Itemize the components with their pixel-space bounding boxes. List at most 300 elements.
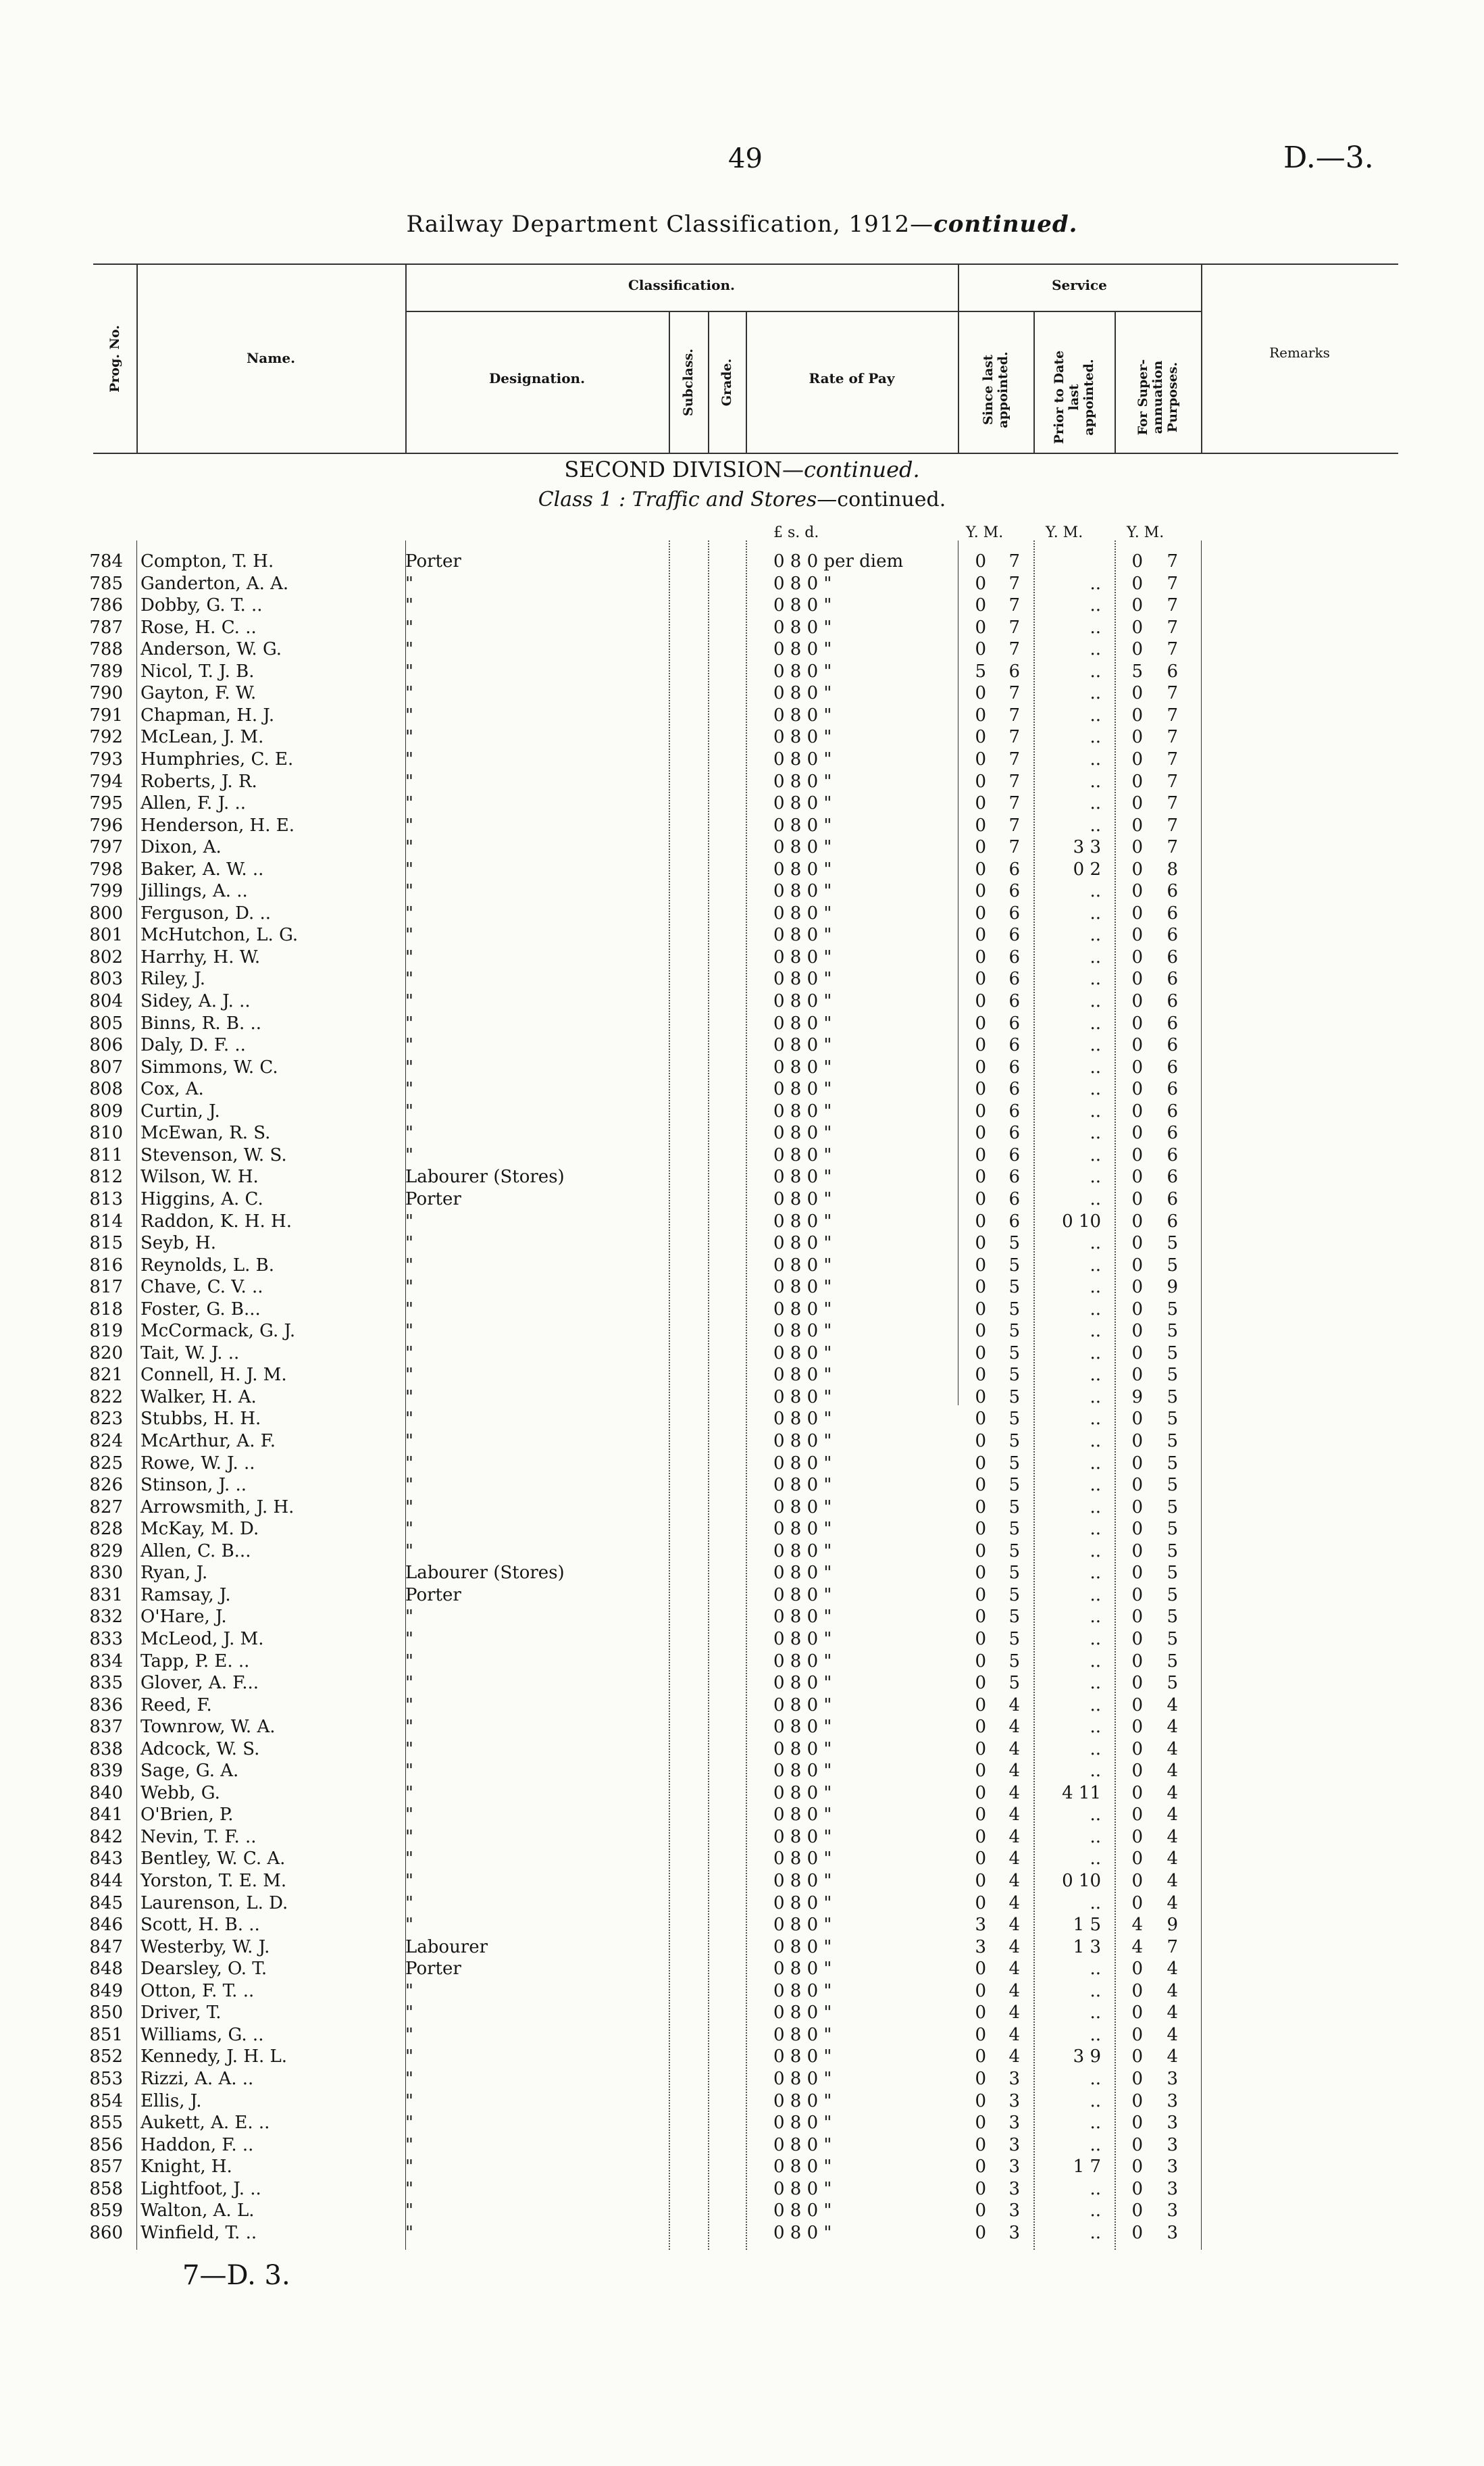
super-years: 0: [1131, 1628, 1143, 1649]
employee-name: Simmons, W. C.: [140, 1057, 278, 1078]
table-row: [0, 990, 1484, 1012]
super-years: 0: [1131, 1892, 1143, 1913]
table-row: [0, 1694, 1484, 1716]
employee-name: McHutchon, L. G.: [140, 925, 299, 946]
employee-name: Anderson, W. G.: [140, 639, 282, 660]
rate-of-pay: 0 8 0 ": [773, 2024, 832, 2045]
since-months: 5: [1008, 1321, 1020, 1342]
prior-service: ..: [1090, 1057, 1101, 1078]
since-years: 0: [975, 1848, 986, 1869]
since-years: 0: [975, 2200, 986, 2221]
since-months: 6: [1008, 991, 1020, 1011]
super-years: 0: [1131, 1431, 1143, 1451]
since-months: 5: [1008, 1299, 1020, 1319]
prog-no: 814: [89, 1211, 123, 1232]
super-months: 5: [1167, 1453, 1178, 1474]
since-months: 6: [1008, 859, 1020, 880]
rate-of-pay: 0 8 0 ": [773, 661, 832, 682]
employee-name: Cox, A.: [140, 1079, 204, 1100]
page-title: [0, 211, 1484, 238]
employee-name: Henderson, H. E.: [140, 815, 295, 836]
super-years: 0: [1131, 1299, 1143, 1319]
employee-name: Roberts, J. R.: [140, 771, 257, 792]
designation: ": [405, 1035, 413, 1056]
since-months: 4: [1008, 1761, 1020, 1782]
prog-no: 845: [89, 1892, 123, 1913]
super-months: 5: [1167, 1342, 1178, 1363]
header-grade: Grade.: [719, 358, 734, 407]
since-years: 0: [975, 749, 986, 770]
rate-of-pay: 0 8 0 ": [773, 2134, 832, 2155]
super-years: 0: [1131, 2046, 1143, 2067]
super-months: 5: [1167, 1431, 1178, 1451]
prior-service: ..: [1090, 2113, 1101, 2134]
rate-of-pay: 0 8 0 ": [773, 1563, 832, 1584]
super-months: 7: [1167, 705, 1178, 726]
prior-service: ..: [1090, 1826, 1101, 1847]
prog-no: 823: [89, 1409, 123, 1430]
rate-of-pay: 0 8 0 ": [773, 1365, 832, 1386]
header-top-rule: [93, 263, 1398, 265]
super-months: 7: [1167, 771, 1178, 792]
since-months: 7: [1008, 551, 1020, 572]
super-years: 0: [1131, 1761, 1143, 1782]
since-months: 7: [1008, 683, 1020, 704]
since-months: 7: [1008, 573, 1020, 594]
super-years: 0: [1131, 947, 1143, 967]
table-row: [0, 1848, 1484, 1869]
page-footer: 7—D. 3.: [182, 2260, 290, 2291]
table-row: [0, 705, 1484, 726]
since-years: 0: [975, 1540, 986, 1561]
prior-service: ..: [1090, 683, 1101, 704]
super-years: 0: [1131, 749, 1143, 770]
since-months: 3: [1008, 2090, 1020, 2111]
super-years: 0: [1131, 1035, 1143, 1056]
employee-name: Lightfoot, J. ..: [140, 2178, 261, 2199]
super-years: 0: [1131, 1782, 1143, 1803]
super-years: 0: [1131, 1673, 1143, 1694]
since-years: 0: [975, 925, 986, 946]
since-years: 0: [975, 1717, 986, 1738]
prog-no: 854: [89, 2090, 123, 2111]
rate-of-pay: 0 8 0 ": [773, 639, 832, 660]
employee-name: Harrhy, H. W.: [140, 947, 261, 967]
prog-no: 857: [89, 2157, 123, 2178]
employee-name: Gayton, F. W.: [140, 683, 257, 704]
rate-of-pay: 0 8 0 ": [773, 1871, 832, 1891]
prior-service: 1 5: [1073, 1915, 1101, 1936]
since-months: 5: [1008, 1386, 1020, 1407]
super-months: 3: [1167, 2157, 1178, 2178]
table-row: [0, 573, 1484, 595]
table-row: [0, 638, 1484, 660]
prior-service: ..: [1090, 1123, 1101, 1144]
designation: ": [405, 881, 413, 902]
table-row: [0, 682, 1484, 704]
designation: ": [405, 947, 413, 967]
employee-name: McLean, J. M.: [140, 727, 264, 748]
prior-service: ..: [1090, 1848, 1101, 1869]
employee-name: Sage, G. A.: [140, 1761, 239, 1782]
super-months: 7: [1167, 573, 1178, 594]
prog-no: 794: [89, 771, 123, 792]
super-months: 6: [1167, 1057, 1178, 1078]
prog-no: 856: [89, 2134, 123, 2155]
since-months: 3: [1008, 2113, 1020, 2134]
super-years: 0: [1131, 1188, 1143, 1209]
super-years: 0: [1131, 2003, 1143, 2023]
super-years: 0: [1131, 551, 1143, 572]
table-row: [0, 903, 1484, 924]
prior-service: ..: [1090, 2003, 1101, 2023]
super-years: 0: [1131, 2134, 1143, 2155]
super-months: 3: [1167, 2090, 1178, 2111]
since-months: 6: [1008, 881, 1020, 902]
since-months: 7: [1008, 705, 1020, 726]
rate-of-pay: 0 8 0 ": [773, 1936, 832, 1957]
table-row: [0, 1936, 1484, 1958]
prior-service: ..: [1090, 1453, 1101, 1474]
table-row: [0, 1013, 1484, 1034]
designation: ": [405, 1277, 413, 1298]
since-years: 0: [975, 1453, 986, 1474]
prior-service: ..: [1090, 1188, 1101, 1209]
since-months: 5: [1008, 1563, 1020, 1584]
since-years: 0: [975, 903, 986, 924]
designation: ": [405, 1717, 413, 1738]
since-years: 0: [975, 1277, 986, 1298]
table-row: [0, 1232, 1484, 1254]
prior-service: ..: [1090, 991, 1101, 1011]
prog-no: 803: [89, 969, 123, 990]
since-months: 4: [1008, 1694, 1020, 1715]
since-months: 7: [1008, 793, 1020, 814]
prior-service: ..: [1090, 1496, 1101, 1517]
super-years: 0: [1131, 1277, 1143, 1298]
prog-no: 828: [89, 1519, 123, 1540]
since-months: 5: [1008, 1453, 1020, 1474]
prog-no: 802: [89, 947, 123, 967]
super-months: 7: [1167, 815, 1178, 836]
since-months: 4: [1008, 1717, 1020, 1738]
since-months: 4: [1008, 1782, 1020, 1803]
designation: ": [405, 969, 413, 990]
prog-no: 808: [89, 1079, 123, 1100]
designation: ": [405, 683, 413, 704]
table-row: [0, 924, 1484, 946]
super-months: 4: [1167, 1694, 1178, 1715]
employee-name: Raddon, K. H. H.: [140, 1211, 292, 1232]
prior-service: ..: [1090, 1563, 1101, 1584]
prog-no: 788: [89, 639, 123, 660]
since-years: 0: [975, 1694, 986, 1715]
employee-name: Compton, T. H.: [140, 551, 274, 572]
super-months: 7: [1167, 683, 1178, 704]
rate-of-pay: 0 8 0 per diem: [773, 551, 904, 572]
designation: ": [405, 2046, 413, 2067]
employee-name: Chave, C. V. ..: [140, 1277, 263, 1298]
prog-no: 830: [89, 1563, 123, 1584]
rate-of-pay: 0 8 0 ": [773, 1848, 832, 1869]
designation: ": [405, 1738, 413, 1759]
employee-name: McEwan, R. S.: [140, 1123, 271, 1144]
super-years: 0: [1131, 1540, 1143, 1561]
prior-service: ..: [1090, 617, 1101, 638]
since-years: 0: [975, 1233, 986, 1254]
since-years: 0: [975, 1035, 986, 1056]
since-months: 5: [1008, 1342, 1020, 1363]
since-years: 0: [975, 573, 986, 594]
prog-no: 810: [89, 1123, 123, 1144]
designation: ": [405, 661, 413, 682]
super-months: 4: [1167, 1848, 1178, 1869]
employee-name: Reed, F.: [140, 1694, 212, 1715]
since-months: 5: [1008, 1651, 1020, 1671]
table-row: [0, 2178, 1484, 2200]
since-months: 6: [1008, 1057, 1020, 1078]
designation: ": [405, 1144, 413, 1165]
table-row: [0, 1276, 1484, 1298]
super-years: 0: [1131, 1365, 1143, 1386]
employee-name: Walton, A. L.: [140, 2200, 255, 2221]
super-months: 5: [1167, 1386, 1178, 1407]
table-row: [0, 1144, 1484, 1166]
super-years: 0: [1131, 1079, 1143, 1100]
prior-service: ..: [1090, 1694, 1101, 1715]
rate-of-pay: 0 8 0 ": [773, 1188, 832, 1209]
rate-of-pay: 0 8 0 ": [773, 2090, 832, 2111]
employee-name: Rowe, W. J. ..: [140, 1453, 255, 1474]
since-years: 0: [975, 2157, 986, 2178]
rate-of-pay: 0 8 0 ": [773, 1409, 832, 1430]
super-months: 5: [1167, 1365, 1178, 1386]
designation: ": [405, 2068, 413, 2089]
super-months: 7: [1167, 551, 1178, 572]
super-years: 0: [1131, 2068, 1143, 2089]
since-months: 5: [1008, 1255, 1020, 1276]
super-months: 3: [1167, 2200, 1178, 2221]
since-months: 5: [1008, 1475, 1020, 1496]
super-years: 0: [1131, 1453, 1143, 1474]
prior-service: ..: [1090, 1959, 1101, 1980]
designation: ": [405, 1211, 413, 1232]
prog-no: 785: [89, 573, 123, 594]
rate-of-pay: 0 8 0 ": [773, 1717, 832, 1738]
since-months: 5: [1008, 1233, 1020, 1254]
super-months: 5: [1167, 1496, 1178, 1517]
since-years: 0: [975, 969, 986, 990]
prior-service: ..: [1090, 1980, 1101, 2001]
super-months: 7: [1167, 837, 1178, 858]
header-since-last: Since last appointed.: [981, 351, 1010, 428]
employee-name: McArthur, A. F.: [140, 1431, 276, 1451]
super-years: 0: [1131, 1826, 1143, 1847]
since-months: 6: [1008, 1123, 1020, 1144]
since-months: 4: [1008, 2003, 1020, 2023]
prog-no: 819: [89, 1321, 123, 1342]
super-months: 6: [1167, 881, 1178, 902]
super-years: 0: [1131, 1342, 1143, 1363]
super-months: 5: [1167, 1540, 1178, 1561]
since-years: 0: [975, 2134, 986, 2155]
header-remarks: Remarks: [1269, 345, 1330, 361]
prior-service: ..: [1090, 947, 1101, 967]
super-years: 0: [1131, 1013, 1143, 1034]
prog-no: 838: [89, 1738, 123, 1759]
rate-of-pay: 0 8 0 ": [773, 2046, 832, 2067]
since-months: 3: [1008, 2178, 1020, 2199]
employee-name: Rose, H. C. ..: [140, 617, 257, 638]
since-months: 5: [1008, 1628, 1020, 1649]
prior-service: ..: [1090, 595, 1101, 616]
designation: ": [405, 2134, 413, 2155]
employee-name: Chapman, H. J.: [140, 705, 275, 726]
since-months: 3: [1008, 2222, 1020, 2243]
prog-no: 801: [89, 925, 123, 946]
super-years: 0: [1131, 639, 1143, 660]
designation: ": [405, 1233, 413, 1254]
table-row: [0, 1892, 1484, 1914]
super-years: 0: [1131, 771, 1143, 792]
employee-name: Scott, H. B. ..: [140, 1915, 260, 1936]
since-years: 0: [975, 551, 986, 572]
table-row: [0, 1914, 1484, 1936]
designation: ": [405, 1673, 413, 1694]
since-months: 7: [1008, 595, 1020, 616]
super-months: 5: [1167, 1321, 1178, 1342]
since-years: 0: [975, 727, 986, 748]
since-years: 0: [975, 2024, 986, 2045]
prog-no: 833: [89, 1628, 123, 1649]
prog-no: 839: [89, 1761, 123, 1782]
since-years: 0: [975, 2068, 986, 2089]
since-years: 5: [975, 661, 986, 682]
rate-of-pay: 0 8 0 ": [773, 947, 832, 967]
since-years: 0: [975, 683, 986, 704]
super-months: 6: [1167, 1188, 1178, 1209]
designation: Porter: [405, 1188, 461, 1209]
designation: ": [405, 1299, 413, 1319]
since-months: 4: [1008, 1936, 1020, 1957]
designation: ": [405, 749, 413, 770]
prior-service: ..: [1090, 1255, 1101, 1276]
employee-name: Townrow, W. A.: [140, 1717, 276, 1738]
super-months: 4: [1167, 1871, 1178, 1891]
since-months: 3: [1008, 2200, 1020, 2221]
since-years: 0: [975, 1079, 986, 1100]
designation: ": [405, 1540, 413, 1561]
since-years: 0: [975, 705, 986, 726]
prior-service: 4 11: [1062, 1782, 1101, 1803]
super-years: 0: [1131, 1409, 1143, 1430]
since-years: 0: [975, 1892, 986, 1913]
designation: ": [405, 1079, 413, 1100]
since-years: 0: [975, 1871, 986, 1891]
employee-name: Tait, W. J. ..: [140, 1342, 240, 1363]
rate-of-pay: 0 8 0 ": [773, 2200, 832, 2221]
class-continued: —continued.: [817, 488, 946, 511]
super-years: 0: [1131, 837, 1143, 858]
super-years: 0: [1131, 573, 1143, 594]
prior-service: 0 10: [1062, 1871, 1101, 1891]
table-row: [0, 2046, 1484, 2067]
rate-of-pay: 0 8 0 ": [773, 2003, 832, 2023]
since-years: 0: [975, 947, 986, 967]
super-months: 6: [1167, 1101, 1178, 1122]
rate-of-pay: 0 8 0 ": [773, 815, 832, 836]
rate-of-pay: 0 8 0 ": [773, 969, 832, 990]
super-months: 4: [1167, 2024, 1178, 2045]
rate-of-pay: 0 8 0 ": [773, 1299, 832, 1319]
since-months: 3: [1008, 2068, 1020, 2089]
prior-service: ..: [1090, 1475, 1101, 1496]
super-years: 0: [1131, 617, 1143, 638]
prog-no: 796: [89, 815, 123, 836]
prior-service: ..: [1090, 2068, 1101, 2089]
super-months: 5: [1167, 1673, 1178, 1694]
super-years: 9: [1131, 1386, 1143, 1407]
super-months: 4: [1167, 1826, 1178, 1847]
since-months: 6: [1008, 947, 1020, 967]
units-prior: Y. M.: [1046, 524, 1083, 541]
super-months: 4: [1167, 2046, 1178, 2067]
rate-of-pay: 0 8 0 ": [773, 1519, 832, 1540]
super-years: 0: [1131, 881, 1143, 902]
prior-service: ..: [1090, 1342, 1101, 1363]
table-row: [0, 1496, 1484, 1518]
page-number: 49: [728, 143, 763, 174]
prog-no: 841: [89, 1805, 123, 1826]
rate-of-pay: 0 8 0 ": [773, 1826, 832, 1847]
super-months: 7: [1167, 639, 1178, 660]
units-superannuation: Y. M.: [1127, 524, 1165, 541]
prog-no: 822: [89, 1386, 123, 1407]
employee-name: Driver, T.: [140, 2003, 222, 2023]
super-years: 0: [1131, 925, 1143, 946]
employee-name: O'Brien, P.: [140, 1805, 234, 1826]
header-service: Service: [1052, 277, 1107, 293]
table-row: [0, 1562, 1484, 1584]
since-years: 0: [975, 2222, 986, 2243]
since-years: 0: [975, 815, 986, 836]
prog-no: 844: [89, 1871, 123, 1891]
table-row: [0, 1034, 1484, 1056]
rate-of-pay: 0 8 0 ": [773, 2222, 832, 2243]
prog-no: 847: [89, 1936, 123, 1957]
since-years: 0: [975, 617, 986, 638]
since-years: 0: [975, 1584, 986, 1605]
table-row: [0, 1364, 1484, 1386]
rate-of-pay: 0 8 0 ": [773, 881, 832, 902]
since-years: 3: [975, 1936, 986, 1957]
since-years: 0: [975, 1628, 986, 1649]
table-row: [0, 1453, 1484, 1474]
super-years: 0: [1131, 1959, 1143, 1980]
since-years: 0: [975, 1321, 986, 1342]
prog-no: 826: [89, 1475, 123, 1496]
table-row: [0, 2090, 1484, 2112]
table-row: [0, 1606, 1484, 1628]
header-sub-rule: [405, 311, 1201, 312]
since-months: 6: [1008, 1035, 1020, 1056]
prog-no: 793: [89, 749, 123, 770]
table-row: [0, 661, 1484, 682]
super-months: 5: [1167, 1233, 1178, 1254]
document-reference: D.—3.: [1283, 141, 1374, 175]
prog-no: 824: [89, 1431, 123, 1451]
super-years: 0: [1131, 903, 1143, 924]
